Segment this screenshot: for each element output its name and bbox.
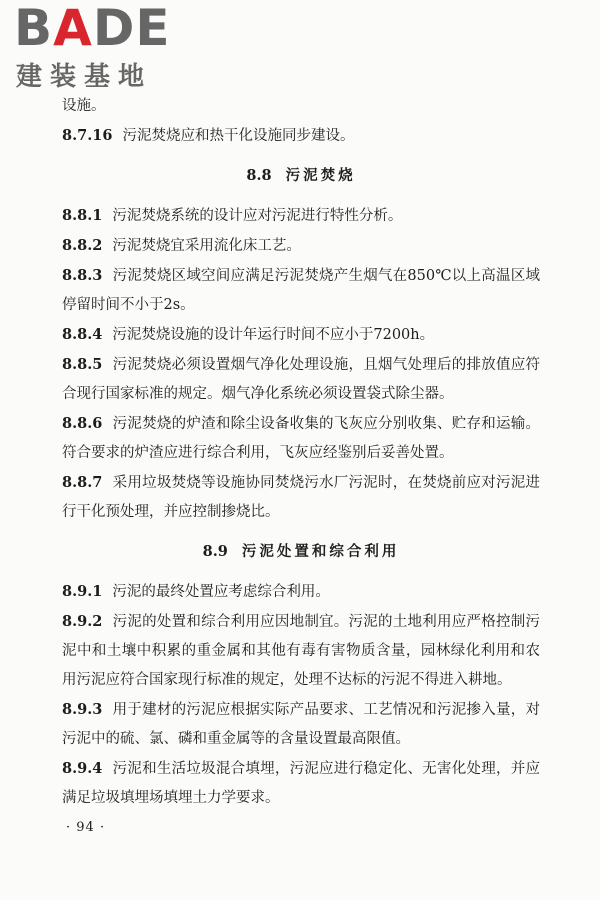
clause-text: 污泥和生活垃圾混合填埋，污泥应进行稳定化、无害化处理，并应满足垃圾填埋场填埋土力学要求。 [62,761,540,806]
clause-number: 8.9.1 [62,583,103,600]
clause-paragraph [62,92,540,121]
clause-text: 污泥焚烧必须设置烟气净化处理设施，且烟气处理后的排放值应符合现行国家标准的规定。烟气净化系统必须设置袋式除尘器。 [62,357,540,402]
clause-number: 8.8.7 [62,474,103,491]
clause-paragraph [62,121,540,151]
clause-text: 用于建材的污泥应根据实际产品要求、工艺情况和污泥掺入量，对污泥中的硫、氯、磷和重金属等的含量设置最高限值。 [62,702,540,747]
logo-subtitle: 建装基地 [16,62,153,92]
clause-number: 8.7.16 [62,127,113,144]
page-number: · 94 · [66,820,106,835]
clause-paragraph [62,577,540,607]
clause-paragraph [62,607,540,695]
clause-text: 污泥的处置和综合利用应因地制宜。污泥的土地利用应严格控制污泥中和土壤中积累的重金属和其他有毒有害物质含量，园林绿化利用和农用污泥应符合国家现行标准的规定，处理不达标的污泥不得进入耕地。 [62,614,540,688]
clause-text: 污泥的最终处置应考虑综合利用。 [112,584,330,600]
clause-text: 采用垃圾焚烧等设施协同焚烧污水厂污泥时，在焚烧前应对污泥进行干化预处理，并应控制掺烧比。 [62,475,540,520]
clause-number: 8.9.4 [62,760,103,777]
clause-paragraph [62,409,540,468]
clause-text: 设施。 [62,98,106,114]
clause-paragraph [62,261,540,320]
section-number: 8.8 [246,167,272,184]
clause-text: 污泥焚烧应和热干化设施同步建设。 [122,128,355,144]
clause-number: 8.9.3 [62,701,103,718]
clause-paragraph [62,320,540,350]
clause-number: 8.8.6 [62,415,103,432]
section-title-text: 污泥焚烧 [285,167,356,184]
clause-paragraph [62,754,540,813]
clause-text: 污泥焚烧宜采用流化床工艺。 [112,238,301,254]
section-title-text: 污泥处置和综合利用 [241,543,400,560]
clause-text: 污泥焚烧系统的设计应对污泥进行特性分析。 [112,208,403,224]
document-body [62,92,540,813]
clause-number: 8.8.4 [62,326,103,343]
clause-paragraph [62,468,540,527]
clause-paragraph [62,201,540,231]
section-heading [62,527,540,577]
clause-number: 8.9.2 [62,613,103,630]
clause-paragraph [62,695,540,754]
clause-paragraph [62,350,540,409]
clause-text: 污泥焚烧的炉渣和除尘设备收集的飞灰应分别收集、贮存和运输。符合要求的炉渣应进行综合利用，飞灰应经鉴别后妥善处置。 [62,416,540,461]
logo-wordmark: BADE [14,0,171,57]
clause-text: 污泥焚烧区域空间应满足污泥焚烧产生烟气在850℃以上高温区域停留时间不小于2s。 [62,268,540,313]
bade-logo [14,0,184,92]
clause-number: 8.8.1 [62,207,103,224]
section-heading [62,151,540,201]
clause-number: 8.8.2 [62,237,103,254]
clause-text: 污泥焚烧设施的设计年运行时间不应小于7200h。 [112,327,435,343]
clause-paragraph [62,231,540,261]
clause-number: 8.8.5 [62,356,103,373]
clause-number: 8.8.3 [62,267,103,284]
section-number: 8.9 [202,543,228,560]
